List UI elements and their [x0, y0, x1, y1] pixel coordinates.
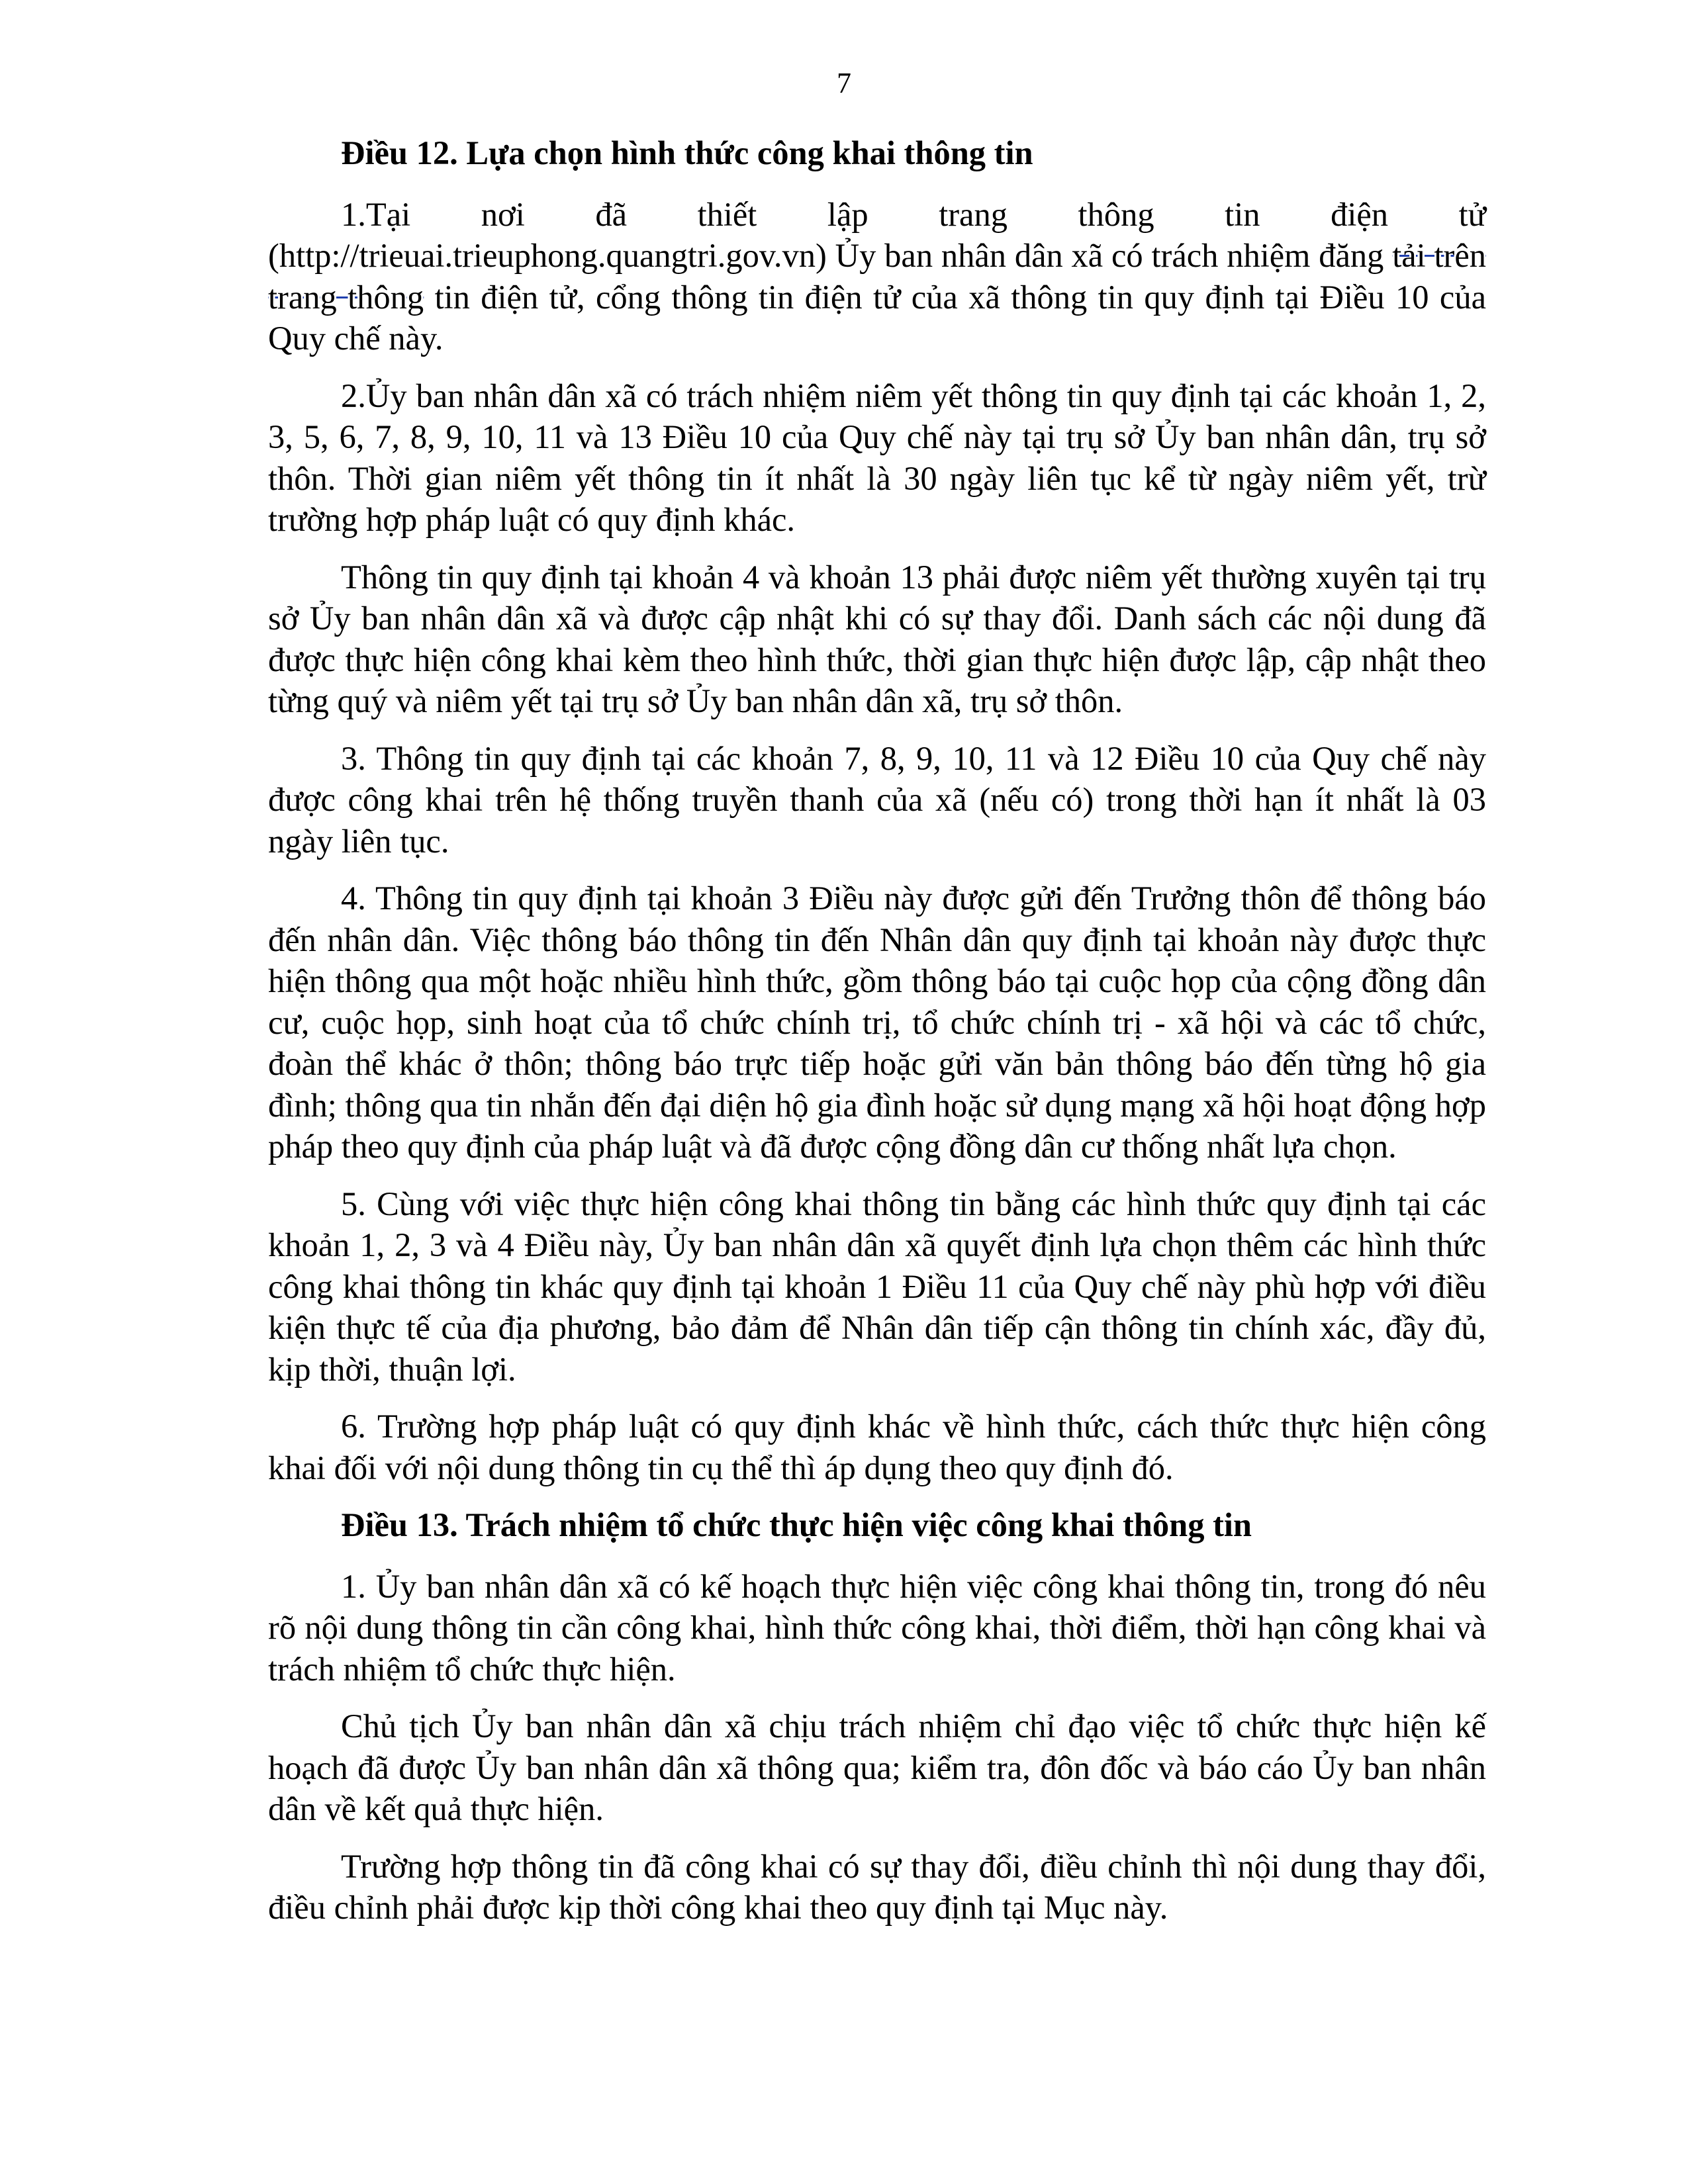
clause-1-underlined-text: tải trên trang thông [268, 237, 1487, 316]
article-12-clause-2-note: Thông tin quy định tại khoản 4 và khoản 13 phải được niêm yết thường xuyên tại trụ sở Ủy ban nhân dân xã và được cập nhật khi có sự thay đổi. Danh sách các nội dung đã được thực hiện công khai kèm theo hình thức, thời gian thực hiện được lập, cập nhật theo từng quý và niêm yết tại trụ sở Ủy ban nhân dân xã, trụ sở thôn. [268, 558, 1486, 719]
clause-1-first-line: 1.Tại nơi đã thiết lập trang thông tin điện tử [341, 195, 1486, 233]
article-12-heading: Điều 12. Lựa chọn hình thức công khai thông tin [341, 134, 1033, 171]
clause-1-text-b: tin điện tử, cổng thông tin điện tử của xã thông tin quy định tại Điều 10 của Quy chế này. [268, 278, 1487, 357]
article-13-clause-1-changes: Trường hợp thông tin đã công khai có sự thay đổi, điều chỉnh thì nội dung thay đổi, điều chỉnh phải được kịp thời công khai theo quy định tại Mục này. [268, 1847, 1486, 1926]
article-13-clause-1-chairman: Chủ tịch Ủy ban nhân dân xã chịu trách nhiệm chỉ đạo việc tổ chức thực hiện kế hoạch đã được Ủy ban nhân dân xã thông qua; kiểm tra, đôn đốc và báo cáo Ủy ban nhân dân về kết quả thực hiện. [268, 1707, 1486, 1827]
article-12-clause-6: 6. Trường hợp pháp luật có quy định khác về hình thức, cách thức thực hiện công khai đối với nội dung thông tin cụ thể thì áp dụng theo quy định đó. [268, 1408, 1486, 1486]
article-13-clause-1: 1. Ủy ban nhân dân xã có kế hoạch thực hiện việc công khai thông tin, trong đó nêu rõ nội dung thông tin cần công khai, hình thức công khai, thời điểm, thời hạn công khai và trách nhiệm tổ chức thực hiện. [268, 1567, 1486, 1688]
article-12-clause-4: 4. Thông tin quy định tại khoản 3 Điều này được gửi đến Trưởng thôn để thông báo đến nhân dân. Việc thông báo thông tin đến Nhân dân quy định tại khoản này được thực hiện thông qua một hoặc nhiều hình thức, gồm thông báo tại cuộc họp của cộng đồng dân cư, cuộc họp, sinh hoạt của tổ chức chính trị, tổ chức chính trị - xã hội và các tổ chức, đoàn thể khác ở thôn; thông báo trực tiếp hoặc gửi văn bản thông báo đến từng hộ gia đình; thông qua tin nhắn đến đại diện hộ gia đình hoặc sử dụng mạng xã hội hoạt động hợp pháp theo quy định của pháp luật và đã được cộng đồng dân cư thống nhất lựa chọn. [268, 880, 1486, 1165]
clause-1-text-a: (http://trieuai.trieuphong.quangtri.gov.vn) Ủy ban nhân dân xã có trách nhiệm đăng [268, 237, 1384, 274]
article-12-clause-2: 2.Ủy ban nhân dân xã có trách nhiệm niêm yết thông tin quy định tại các khoản 1, 2, 3, 5, 6, 7, 8, 9, 10, 11 và 13 Điều 10 của Quy chế này tại trụ sở Ủy ban nhân dân, trụ sở thôn. Thời gian niêm yết thông tin ít nhất là 30 ngày liên tục kể từ ngày niêm yết, trừ trường hợp pháp luật có quy định khác. [268, 377, 1486, 538]
document-body [268, 132, 1486, 1944]
clause-1-continuation [268, 235, 1486, 359]
article-12-clause-5: 5. Cùng với việc thực hiện công khai thông tin bằng các hình thức quy định tại các khoản 1, 2, 3 và 4 Điều này, Ủy ban nhân dân xã quyết định lựa chọn thêm các hình thức công khai thông tin khác quy định tại khoản 1 Điều 11 của Quy chế này phù hợp với điều kiện thực tế của địa phương, bảo đảm để Nhân dân tiếp cận thông tin chính xác, đầy đủ, kịp thời, thuận lợi. [268, 1185, 1486, 1388]
page-number: 7 [837, 67, 851, 99]
article-13-heading: Điều 13. Trách nhiệm tổ chức thực hiện việc công khai thông tin [341, 1506, 1252, 1543]
article-12-clause-3: 3. Thông tin quy định tại các khoản 7, 8, 9, 10, 11 và 12 Điều 10 của Quy chế này được công khai trên hệ thống truyền thanh của xã (nếu có) trong thời hạn ít nhất là 03 ngày liên tục. [268, 739, 1486, 860]
article-12-clause-1 [268, 194, 1486, 359]
